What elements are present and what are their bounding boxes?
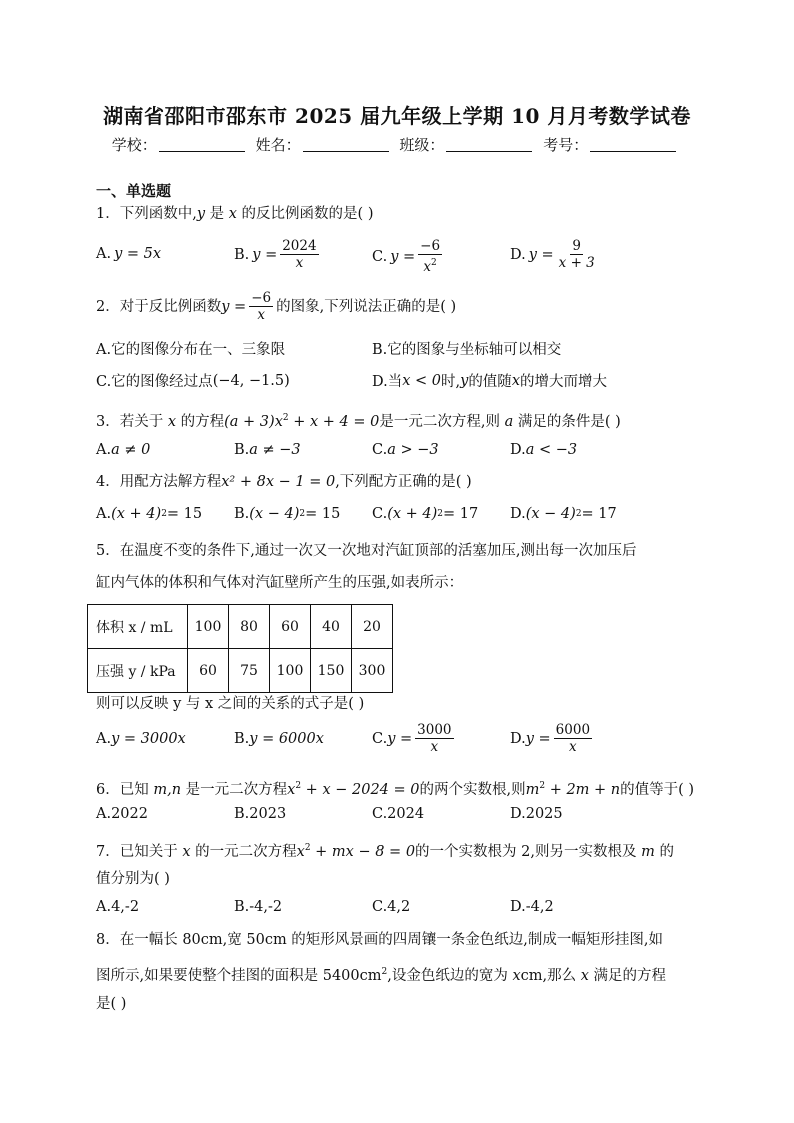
q2-c-point: (−4, −1.5) [212, 372, 290, 389]
q1-c-fraction [418, 238, 442, 275]
q3-d-expr: a < −3 [525, 442, 578, 458]
q6-eq-sup: 2 [295, 781, 302, 791]
q5-c-lhs: y = [387, 730, 413, 747]
q1-b-label: B. [234, 246, 250, 263]
q4-c-sup: 2 [437, 509, 444, 519]
q3-a: a [504, 414, 514, 430]
q2-d-c: 的值随 [468, 374, 512, 390]
q6-eq: x [287, 782, 296, 798]
table-cell: 75 [229, 649, 270, 693]
q1-b-num: 2024 [282, 238, 317, 254]
table-cell: 150 [311, 649, 352, 693]
q4-d-sup: 2 [575, 509, 582, 519]
q1-d-fraction [557, 238, 597, 271]
q6-expr-b: + 2m + n [545, 782, 621, 798]
question-5-options [96, 722, 716, 762]
q5-option-c[interactable] [372, 722, 457, 755]
table-cell: 80 [229, 605, 270, 649]
q6-eq-b: + x − 2024 = 0 [301, 782, 420, 798]
table-header-volume: 体积 x / mL [88, 605, 188, 649]
q7-eq-sup: 2 [304, 843, 311, 853]
q7-eq: x [296, 844, 305, 860]
q1-c-den-sup: 2 [431, 258, 437, 268]
section-title: 一、单选题 [96, 182, 172, 200]
q1-option-c[interactable] [372, 238, 445, 275]
q2-d-y: y [460, 372, 469, 389]
q5-a-label: A. [96, 731, 112, 747]
question-5-tail: 则可以反映 y 与 x 之间的关系的式子是( ) [96, 696, 365, 712]
q3-c-expr: a > −3 [387, 442, 439, 458]
q5-d-label: D. [510, 730, 526, 747]
q1-c-label: C. [372, 248, 388, 265]
q2-d-d: 的增大而增大 [520, 374, 607, 390]
table-cell: 40 [311, 605, 352, 649]
number-label: 考号： [543, 136, 589, 154]
q3-stem-c: 是一元二次方程,则 [379, 414, 505, 430]
q5-a-expr: y = 3000x [111, 731, 186, 747]
q5-c-fraction [415, 722, 453, 755]
q7-c: 的一个实数根为 2,则另一实数根及 [415, 844, 642, 860]
q5-d-num: 6000 [555, 722, 591, 738]
q3-d-label: D. [510, 442, 526, 458]
question-6-options [96, 806, 716, 830]
q1-var-y: y [196, 206, 206, 222]
q1-c-num: −6 [420, 238, 441, 254]
q1-stem-c: 的反比例函数的是( ) [236, 206, 374, 222]
q1-d-label: D. [510, 246, 526, 263]
q4-c-label: C. [372, 506, 388, 522]
q2-option-c[interactable] [96, 370, 290, 391]
q5-c-num: 3000 [417, 722, 452, 738]
q7-option-d[interactable]: D.-4,2 [510, 899, 554, 915]
q3-option-a[interactable] [96, 442, 150, 458]
question-6-stem [96, 776, 694, 800]
q1-d-lhs: y = [528, 246, 554, 263]
q6-option-c[interactable]: C.2024 [372, 806, 425, 822]
table-cell: 20 [352, 605, 393, 649]
school-label: 学校： [111, 136, 157, 154]
class-blank[interactable] [446, 151, 532, 152]
q6-option-b[interactable]: B.2023 [234, 806, 287, 822]
q4-c-rhs: = 17 [443, 506, 479, 522]
student-info-line [0, 134, 794, 155]
q8-a: 图所示,如果要使整个挂图的面积是 5400cm [96, 968, 382, 984]
q3-stem-d: 满足的条件是( ) [513, 414, 621, 430]
q1-c-den: x [423, 259, 432, 275]
q1-a-label: A. [96, 246, 112, 262]
q4-option-a[interactable] [96, 506, 202, 522]
table-cell: 60 [188, 649, 229, 693]
q5-option-a[interactable] [96, 731, 186, 747]
q4-b-expr: (x − 4) [249, 506, 300, 522]
q8-x: x [580, 968, 589, 984]
exam-title: 湖南省邵阳市邵东市 2025 届九年级上学期 10 月月考数学试卷 [103, 104, 691, 128]
table-cell: 100 [270, 649, 311, 693]
q5-option-b[interactable] [234, 731, 324, 747]
q4-d-rhs: = 17 [581, 506, 617, 522]
q6-stem-a: 6．已知 [96, 782, 154, 798]
q4-b-rhs: = 15 [305, 506, 341, 522]
q3-eq-b: + x + 4 = 0 [288, 414, 380, 430]
question-5-line-1: 5．在温度不变的条件下,通过一次又一次地对汽缸顶部的活塞加压,测出每一次加压后 [96, 543, 637, 559]
q3-stem-b: 的方程 [176, 414, 225, 430]
question-2-stem [96, 290, 456, 323]
q4-stem-b: ,下列配方正确的是( ) [335, 474, 472, 490]
q2-c-text: C.它的图像经过点 [96, 374, 213, 390]
question-3-stem [96, 408, 621, 432]
q5-c-label: C. [372, 730, 388, 747]
q1-d-num: 9 [572, 238, 582, 254]
table-header-pressure: 压强 y / kPa [88, 649, 188, 693]
q3-stem-a: 3．若关于 [96, 414, 168, 430]
q5-b-expr: y = 6000x [249, 731, 324, 747]
q4-b-label: B. [234, 506, 250, 522]
q1-b-fraction [280, 238, 318, 271]
name-label: 姓名： [255, 136, 301, 154]
q4-b-sup: 2 [299, 509, 306, 519]
question-1-stem [96, 204, 374, 224]
q4-option-b[interactable] [234, 506, 340, 522]
q5-d-den: x [569, 739, 577, 755]
q8-sup: 2 [381, 967, 388, 977]
q3-a-label: A. [96, 442, 112, 458]
q4-a-expr: (x + 4) [111, 506, 162, 522]
table-row-volume [88, 605, 393, 649]
q6-stem-b: 是一元二次方程 [181, 782, 288, 798]
question-4-options [96, 506, 716, 530]
q4-d-expr: (x − 4) [525, 506, 576, 522]
q7-b: 的一元二次方程 [190, 844, 297, 860]
q7-option-c[interactable]: C.4,2 [372, 899, 411, 915]
q4-stem-a: 4．用配方法解方程 [96, 474, 222, 490]
q6-expr: m [525, 782, 540, 798]
q8-d: 满足的方程 [588, 968, 667, 984]
q7-eq-b: + mx − 8 = 0 [310, 844, 416, 860]
q3-option-b[interactable] [234, 442, 301, 458]
q3-a-expr: a ≠ 0 [111, 442, 151, 458]
q3-b-expr: a ≠ −3 [249, 442, 301, 458]
q5-d-fraction [554, 722, 592, 755]
q1-option-d[interactable] [510, 238, 600, 271]
q4-c-expr: (x + 4) [387, 506, 438, 522]
volume-pressure-table [87, 604, 393, 693]
question-7-line-1 [96, 838, 674, 862]
q1-b-lhs: y = [252, 246, 278, 263]
q2-option-b[interactable]: B.它的图象与坐标轴可以相交 [372, 342, 562, 358]
q7-a: 7．已知关于 [96, 844, 183, 860]
q3-c-label: C. [372, 442, 388, 458]
question-8-line-3: 是( ) [96, 996, 127, 1012]
q6-expr-sup: 2 [539, 781, 546, 791]
q1-stem-b: 是 [205, 206, 229, 222]
question-4-stem [96, 472, 472, 492]
q3-b-label: B. [234, 442, 250, 458]
q1-d-den: x + 3 [558, 255, 595, 271]
table-cell: 60 [270, 605, 311, 649]
q2-option-d[interactable] [372, 370, 607, 391]
q3-eq: (a + 3)x [224, 414, 283, 430]
q1-a-expr: y = 5x [114, 246, 162, 262]
q7-option-b[interactable]: B.-4,-2 [234, 899, 283, 915]
q1-stem-a: 1．下列函数中, [96, 206, 197, 222]
q1-var-x: x [228, 206, 237, 222]
q2-stem-b: 的图象,下列说法正确的是( ) [276, 298, 457, 315]
q5-b-label: B. [234, 731, 250, 747]
question-7-line-2: 值分别为( ) [96, 871, 170, 887]
q6-stem-d: 的值等于( ) [620, 782, 695, 798]
q6-stem-c: 的两个实数根,则 [419, 782, 526, 798]
q5-c-den: x [430, 739, 439, 755]
q8-c: cm,那么 [520, 968, 581, 984]
q4-eq: x² + 8x − 1 = 0 [221, 474, 336, 490]
question-1-options [96, 238, 716, 276]
q1-option-b[interactable] [234, 238, 322, 271]
q5-option-d[interactable] [510, 722, 595, 755]
q8-b: ,设金色纸边的宽为 [387, 968, 513, 984]
q1-option-a[interactable] [96, 246, 161, 262]
question-3-options [96, 442, 716, 466]
q2-fraction [249, 290, 273, 323]
q2-d-x: x [511, 372, 520, 389]
question-8-line-2 [96, 962, 666, 986]
q4-a-sup: 2 [161, 509, 167, 519]
q6-option-a[interactable]: A.2022 [96, 806, 148, 822]
question-5-line-2: 缸内气体的体积和气体对汽缸壁所产生的压强,如表所示： [96, 575, 464, 591]
q4-a-rhs: = 15 [166, 506, 203, 522]
name-blank[interactable] [303, 151, 389, 152]
school-blank[interactable] [159, 151, 245, 152]
table-cell: 100 [188, 605, 229, 649]
q4-d-label: D. [510, 506, 526, 522]
q3-x: x [167, 414, 177, 430]
q2-den: x [257, 307, 265, 323]
q3-eq-sup: 2 [282, 413, 289, 423]
table-row-pressure [88, 649, 393, 693]
q2-lhs: y = [221, 298, 247, 315]
q5-d-lhs: y = [525, 730, 551, 747]
q3-option-c[interactable] [372, 442, 439, 458]
q7-option-a[interactable]: A.4,-2 [96, 899, 140, 915]
q2-num: −6 [251, 290, 272, 306]
question-7-options [96, 899, 716, 923]
question-2-options-row2 [96, 370, 716, 394]
q7-d: 的 [654, 844, 674, 860]
class-label: 班级： [399, 136, 445, 154]
q6-option-d[interactable]: D.2025 [510, 806, 563, 822]
q8-xcm: x [512, 968, 521, 984]
q7-x: x [182, 844, 191, 860]
question-2-options-row1 [96, 338, 716, 362]
q3-option-d[interactable] [510, 442, 577, 458]
q2-d-b: 时, [441, 374, 461, 390]
question-8-line-1: 8．在一幅长 80cm,宽 50cm 的矩形风景画的四周镶一条金色纸边,制成一幅矩形挂图,如 [96, 932, 664, 948]
q1-c-lhs: y = [390, 248, 416, 265]
number-blank[interactable] [590, 151, 676, 152]
q2-d-a: D.当 [372, 374, 403, 390]
q7-m: m [641, 844, 655, 860]
q2-option-a[interactable]: A.它的图像分布在一、三象限 [96, 342, 286, 358]
q6-mn: m,n [153, 782, 182, 798]
q2-stem-a: 2．对于反比例函数 [96, 298, 222, 315]
q1-b-den: x [295, 255, 304, 271]
q4-a-label: A. [96, 506, 112, 522]
q2-d-cond: x < 0 [402, 372, 441, 389]
q4-option-d[interactable] [510, 506, 617, 522]
table-cell: 300 [352, 649, 393, 693]
q4-option-c[interactable] [372, 506, 478, 522]
